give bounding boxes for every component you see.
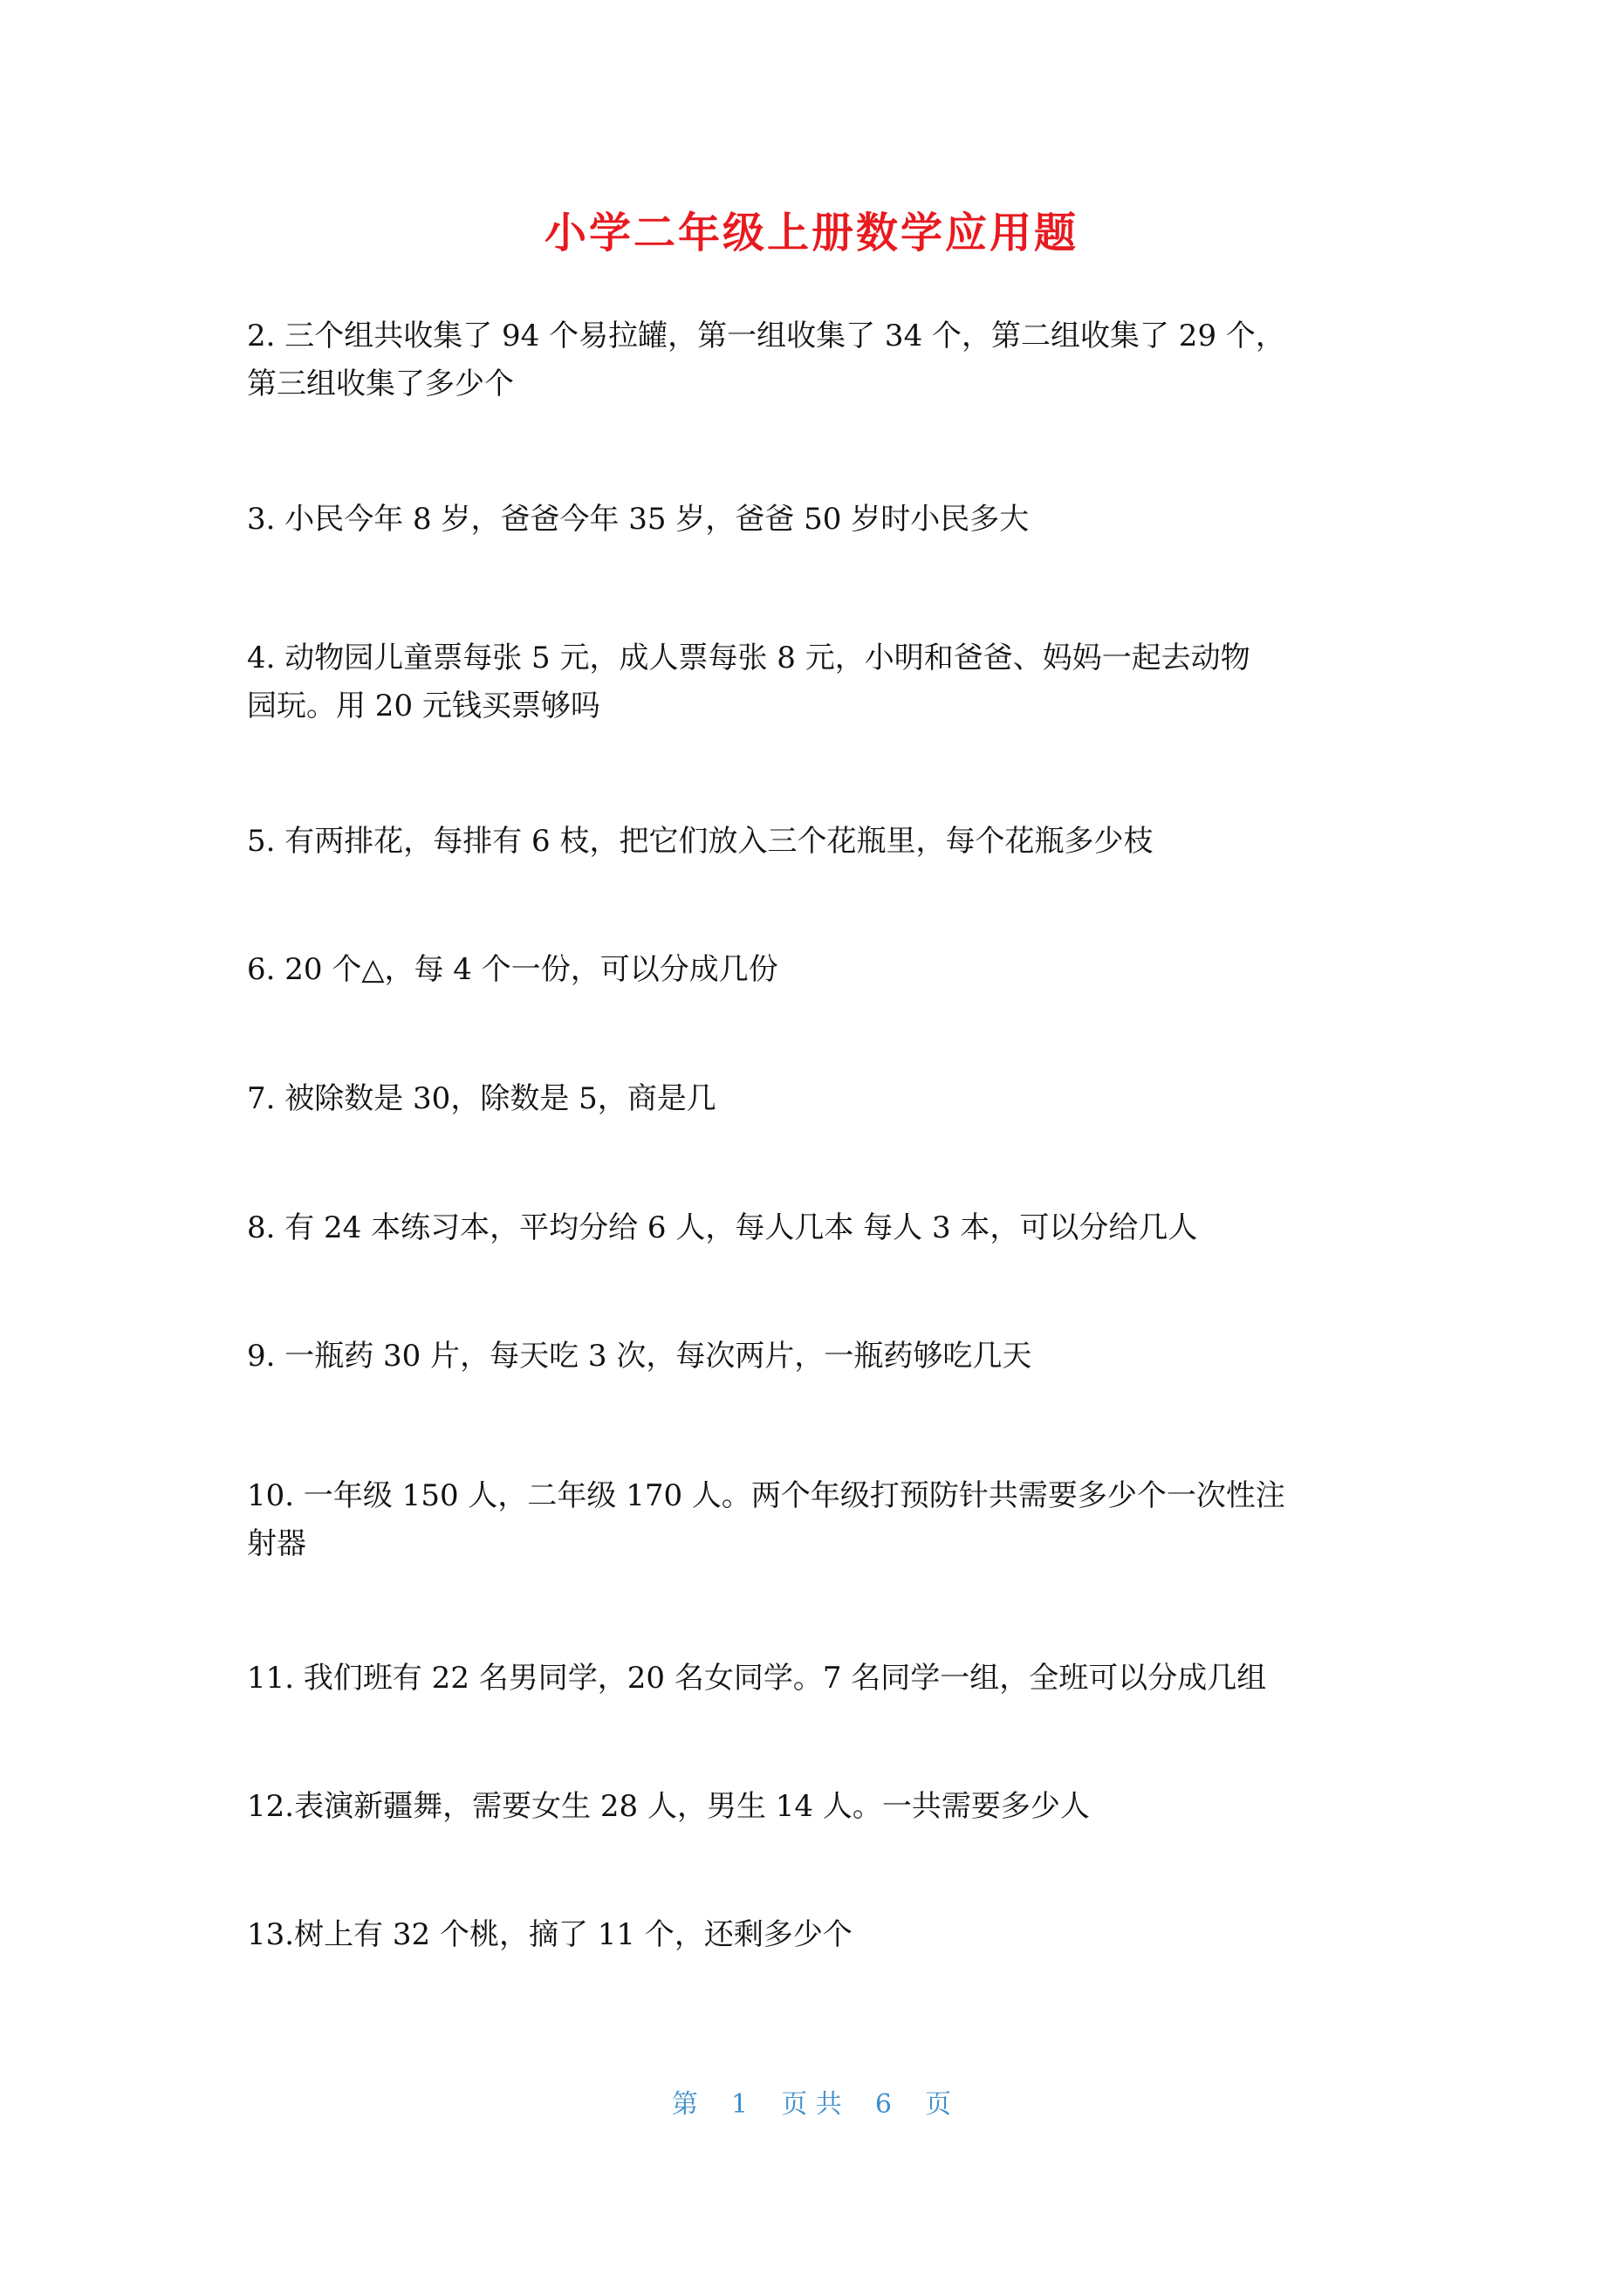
question-8 bbox=[247, 1204, 1197, 1252]
question-2 bbox=[247, 312, 1285, 408]
question-line: 5. 有两排花，每排有 6 枝，把它们放入三个花瓶里，每个花瓶多少枝 bbox=[247, 824, 1154, 859]
question-11 bbox=[247, 1655, 1266, 1703]
question-3 bbox=[247, 496, 1029, 544]
question-line: 4. 动物园儿童票每张 5 元，成人票每张 8 元，小明和爸爸、妈妈一起去动物 bbox=[247, 641, 1250, 675]
question-line: 第三组收集了多少个 bbox=[247, 367, 514, 401]
question-line: 3. 小民今年 8 岁，爸爸今年 35 岁，爸爸 50 岁时小民多大 bbox=[247, 502, 1030, 537]
question-line: 8. 有 24 本练习本，平均分给 6 人，每人几本 每人 3 本，可以分给几人 bbox=[247, 1210, 1198, 1245]
question-line: 13.树上有 32 个桃，摘了 11 个，还剩多少个 bbox=[247, 1917, 853, 1952]
question-line: 11. 我们班有 22 名男同学，20 名女同学。7 名同学一组，全班可以分成几组 bbox=[247, 1661, 1267, 1696]
document-title: 小学二年级上册数学应用题 bbox=[544, 209, 1079, 257]
question-line: 园玩。用 20 元钱买票够吗 bbox=[247, 689, 600, 723]
question-4 bbox=[247, 634, 1250, 730]
page-footer: 第 1 页 共 6 页 bbox=[671, 2089, 952, 2120]
question-line: 射器 bbox=[247, 1526, 306, 1561]
question-10 bbox=[247, 1472, 1285, 1568]
question-13 bbox=[247, 1911, 853, 1959]
question-line: 12.表演新疆舞，需要女生 28 人，男生 14 人。一共需要多少人 bbox=[247, 1789, 1090, 1824]
question-line: 9. 一瓶药 30 片，每天吃 3 次，每次两片，一瓶药够吃几天 bbox=[247, 1339, 1032, 1374]
question-5 bbox=[247, 818, 1154, 866]
question-line: 10. 一年级 150 人，二年级 170 人。两个年级打预防针共需要多少个一次性注 bbox=[247, 1478, 1285, 1513]
question-6 bbox=[247, 946, 778, 994]
question-12 bbox=[247, 1783, 1090, 1831]
question-9 bbox=[247, 1333, 1031, 1381]
question-line: 7. 被除数是 30，除数是 5，商是几 bbox=[247, 1081, 716, 1116]
question-line: 2. 三个组共收集了 94 个易拉罐，第一组收集了 34 个，第二组收集了 29 个， bbox=[247, 319, 1285, 353]
question-7 bbox=[247, 1075, 716, 1123]
question-line: 6. 20 个△，每 4 个一份，可以分成几份 bbox=[247, 952, 778, 987]
